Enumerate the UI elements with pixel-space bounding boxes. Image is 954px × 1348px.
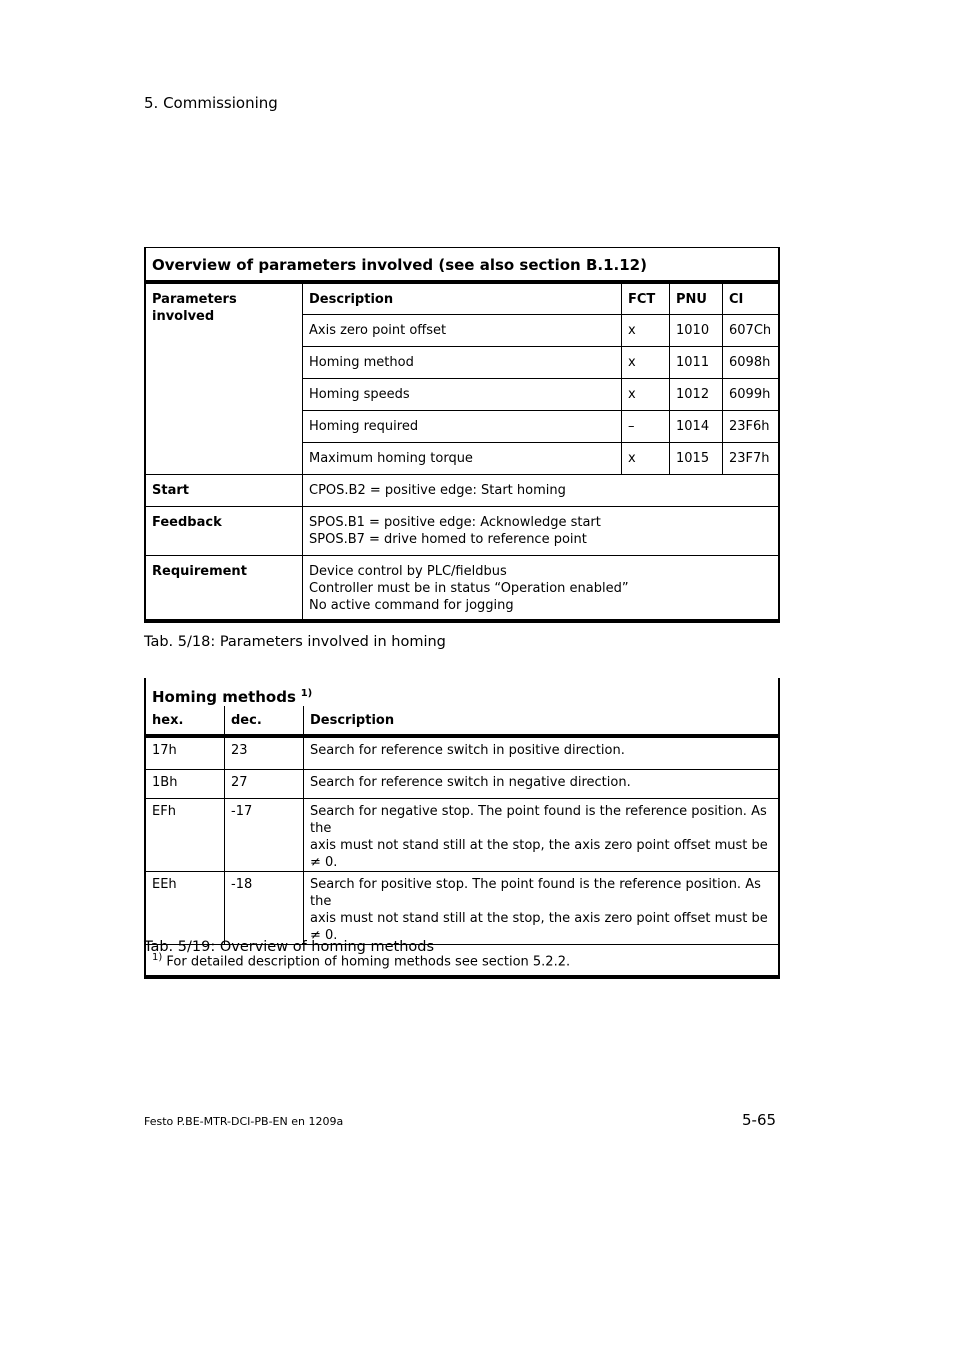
parameter-fct: x <box>622 314 670 346</box>
column-header-ci: CI <box>723 282 780 314</box>
feedback-line: SPOS.B7 = drive homed to reference point <box>309 531 587 547</box>
description-line: Search for reference switch in negative direction. <box>310 774 631 790</box>
feedback-label: Feedback <box>145 506 303 555</box>
parameter-fct: x <box>622 346 670 378</box>
footnote-marker: 1) <box>152 951 163 963</box>
hex-value: 17h <box>145 736 225 769</box>
description-line: Search for negative stop. The point found is the reference position. As the <box>310 803 767 836</box>
footnote-marker: 1) <box>300 688 313 699</box>
parameter-ci: 6098h <box>723 346 780 378</box>
parameter-description: Homing method <box>303 346 622 378</box>
column-header-hex: hex. <box>145 706 225 736</box>
method-description <box>304 798 780 871</box>
hex-value: EFh <box>145 798 225 871</box>
column-header-description: Description <box>304 706 780 736</box>
dec-value: 23 <box>225 736 304 769</box>
dec-value: 27 <box>225 769 304 798</box>
parameter-ci: 6099h <box>723 378 780 410</box>
requirement-line: Device control by PLC/fieldbus <box>309 563 507 579</box>
parameters-involved-label: Parameters involved <box>145 282 303 474</box>
method-description <box>304 769 780 798</box>
column-header-description: Description <box>303 282 622 314</box>
description-line: Search for reference switch in positive direction. <box>310 743 625 758</box>
parameter-fct: x <box>622 442 670 474</box>
method-description <box>304 736 780 769</box>
start-value: CPOS.B2 = positive edge: Start homing <box>303 474 780 506</box>
requirement-line: No active command for jogging <box>309 597 514 613</box>
requirement-label: Requirement <box>145 555 303 621</box>
start-label: Start <box>145 474 303 506</box>
table-caption: Tab. 5/18: Parameters involved in homing <box>144 634 446 650</box>
homing-methods-title <box>145 678 779 706</box>
footnote-text: For detailed description of homing methods see section 5.2.2. <box>166 954 571 970</box>
requirement-value <box>303 555 780 621</box>
page-number: 5-65 <box>742 1111 777 1129</box>
homing-methods-title-text: Homing methods <box>152 688 296 706</box>
method-description <box>304 871 780 944</box>
parameters-table <box>144 247 780 623</box>
parameter-ci: 607Ch <box>723 314 780 346</box>
parameter-description: Homing required <box>303 410 622 442</box>
chapter-heading: 5. Commissioning <box>144 94 278 112</box>
parameter-pnu: 1012 <box>670 378 723 410</box>
parameter-fct: x <box>622 378 670 410</box>
parameter-ci: 23F6h <box>723 410 780 442</box>
feedback-line: SPOS.B1 = positive edge: Acknowledge start <box>309 514 601 530</box>
hex-value: EEh <box>145 871 225 944</box>
hex-value: 1Bh <box>145 769 225 798</box>
document-id: Festo P.BE-MTR-DCI-PB-EN en 1209a <box>144 1115 344 1128</box>
feedback-value <box>303 506 780 555</box>
parameter-pnu: 1014 <box>670 410 723 442</box>
homing-methods-table <box>144 678 780 979</box>
table-row <box>145 769 779 798</box>
column-header-fct: FCT <box>622 282 670 314</box>
parameter-pnu: 1011 <box>670 346 723 378</box>
dec-value: -17 <box>225 798 304 871</box>
table-row <box>145 736 779 769</box>
parameter-ci: 23F7h <box>723 442 780 474</box>
table-caption: Tab. 5/19: Overview of homing methods <box>144 939 435 955</box>
parameter-description: Axis zero point offset <box>303 314 622 346</box>
column-header-pnu: PNU <box>670 282 723 314</box>
parameter-pnu: 1010 <box>670 314 723 346</box>
dec-value: -18 <box>225 871 304 944</box>
parameter-description: Homing speeds <box>303 378 622 410</box>
parameter-description: Maximum homing torque <box>303 442 622 474</box>
requirement-line: Controller must be in status “Operation enabled” <box>309 580 629 596</box>
parameter-fct: – <box>622 410 670 442</box>
parameter-pnu: 1015 <box>670 442 723 474</box>
description-line: Search for positive stop. The point found is the reference position. As the <box>310 876 761 909</box>
table-row <box>145 871 779 944</box>
table-row <box>145 798 779 871</box>
description-line: axis must not stand still at the stop, the axis zero point offset must be ≠ 0. <box>310 910 768 943</box>
description-line: axis must not stand still at the stop, the axis zero point offset must be ≠ 0. <box>310 837 768 870</box>
column-header-dec: dec. <box>225 706 304 736</box>
parameters-table-title: Overview of parameters involved (see also section B.1.12) <box>145 248 779 283</box>
